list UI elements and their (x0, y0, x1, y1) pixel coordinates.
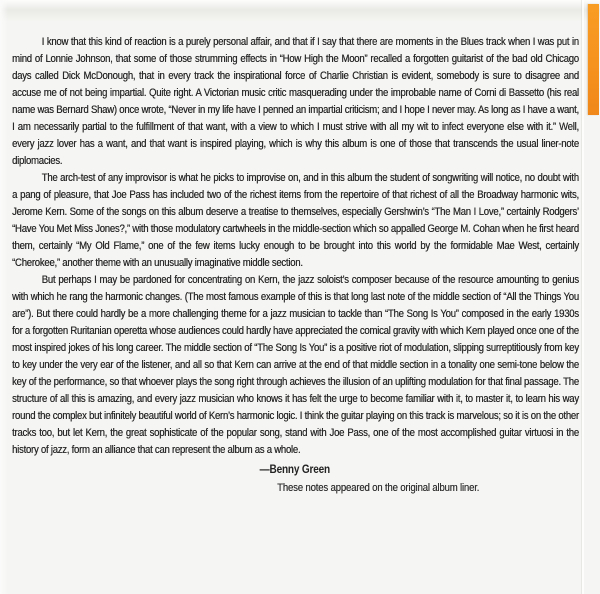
liner-notes-paragraph-3: But perhaps I may be pardoned for concentrating on Kern, the jazz soloist’s composer because of the resource amounting to genius with which he rang the harmonic changes. (The most famous example of this is that long last note of the middle section of “All the Things You are”). But there could hardly be a more challenging theme for a jazz musician to tackle than “The Song Is You” composed in the early 1930s for a forgotten Ruritanian operetta whose audiences could hardly have appreciated the comical gravity with which Kern played once one of the most inspired jokes of his long career. The middle section of “The Song Is You” is a positive riot of modulation, slipping surreptitiously from key to key under the very ear of the listener, and all so that Kern can arrive at the end of that middle section in a tonality one semi-tone below the key of the performance, so that whoever plays the song right through achieves the illusion of an uplifting modulation for that final passage. The structure of all this is amazing, and every jazz musician who knows it has felt the urge to become familiar with it, to master it, to learn his way round the complex but infinitely beautiful world of Kern’s harmonic logic. I think the guitar playing on this track is marvelous; so it is on the other tracks too, but let Kern, the great sophisticate of the popular song, stand with Joe Pass, one of the most accomplished guitar virtuosi in the history of jazz, form an alliance that can represent the album as a whole. (12, 274, 579, 456)
liner-notes-paragraph-2: The arch-test of any improvisor is what he picks to improvise on, and in this album the student of songwriting will notice, no doubt with a pang of pleasure, that Joe Pass has included two of the richest items from the repertoire of that richest of all the Broadway harmonic wits, Jerome Kern. Some of the songs on this album deserve a treatise to themselves, especially Gershwin’s “The Man I Love,” certainly Rodgers’ “Have You Met Miss Jones?,” with those modulatory cartwheels in the middle-section which so appalled George M. Cohan when he first heard them, certainly “My Old Flame,” one of the few items lucky enough to be brought into this world by the formidable Mae West, certainly “Cherokee,” another theme with an unusually imaginative middle section. (12, 172, 579, 269)
attribution-note: These notes appeared on the original album liner. (277, 482, 480, 494)
orange-accent-stripe (588, 4, 599, 115)
scan-left-shade (0, 0, 8, 594)
attribution-author: —Benny Green (259, 464, 331, 476)
liner-notes-text (12, 34, 579, 497)
scan-top-shade (0, 0, 600, 22)
page-edge-line (582, 0, 584, 594)
liner-notes-paragraph-1: I know that this kind of reaction is a purely personal affair, and that if I say that there are moments in the Blues track when I was put in mind of Lonnie Johnson, that some of those strumming effects in “How High the Moon” recalled a forgotten guitarist of the bad old Chicago days called Dick McDonough, that in every track the inspirational force of Charlie Christian is evident, somebody is sure to disagree and accuse me of not being impartial. Quite right. A Victorian music critic masquerading under the improbable name of Corni di Bassetto (his real name was Bernard Shaw) once wrote, “Never in my life have I penned an impartial criticism; and I hope I never may. As long as I have a want, I am necessarily partial to the fulfillment of that want, with a view to which I must strive with all my wit to infect everyone else with it.” Well, every jazz lover has a want, and that want is inspired playing, which is why this album is one of those that transcends the usual liner-note diplomacies. (12, 36, 579, 167)
